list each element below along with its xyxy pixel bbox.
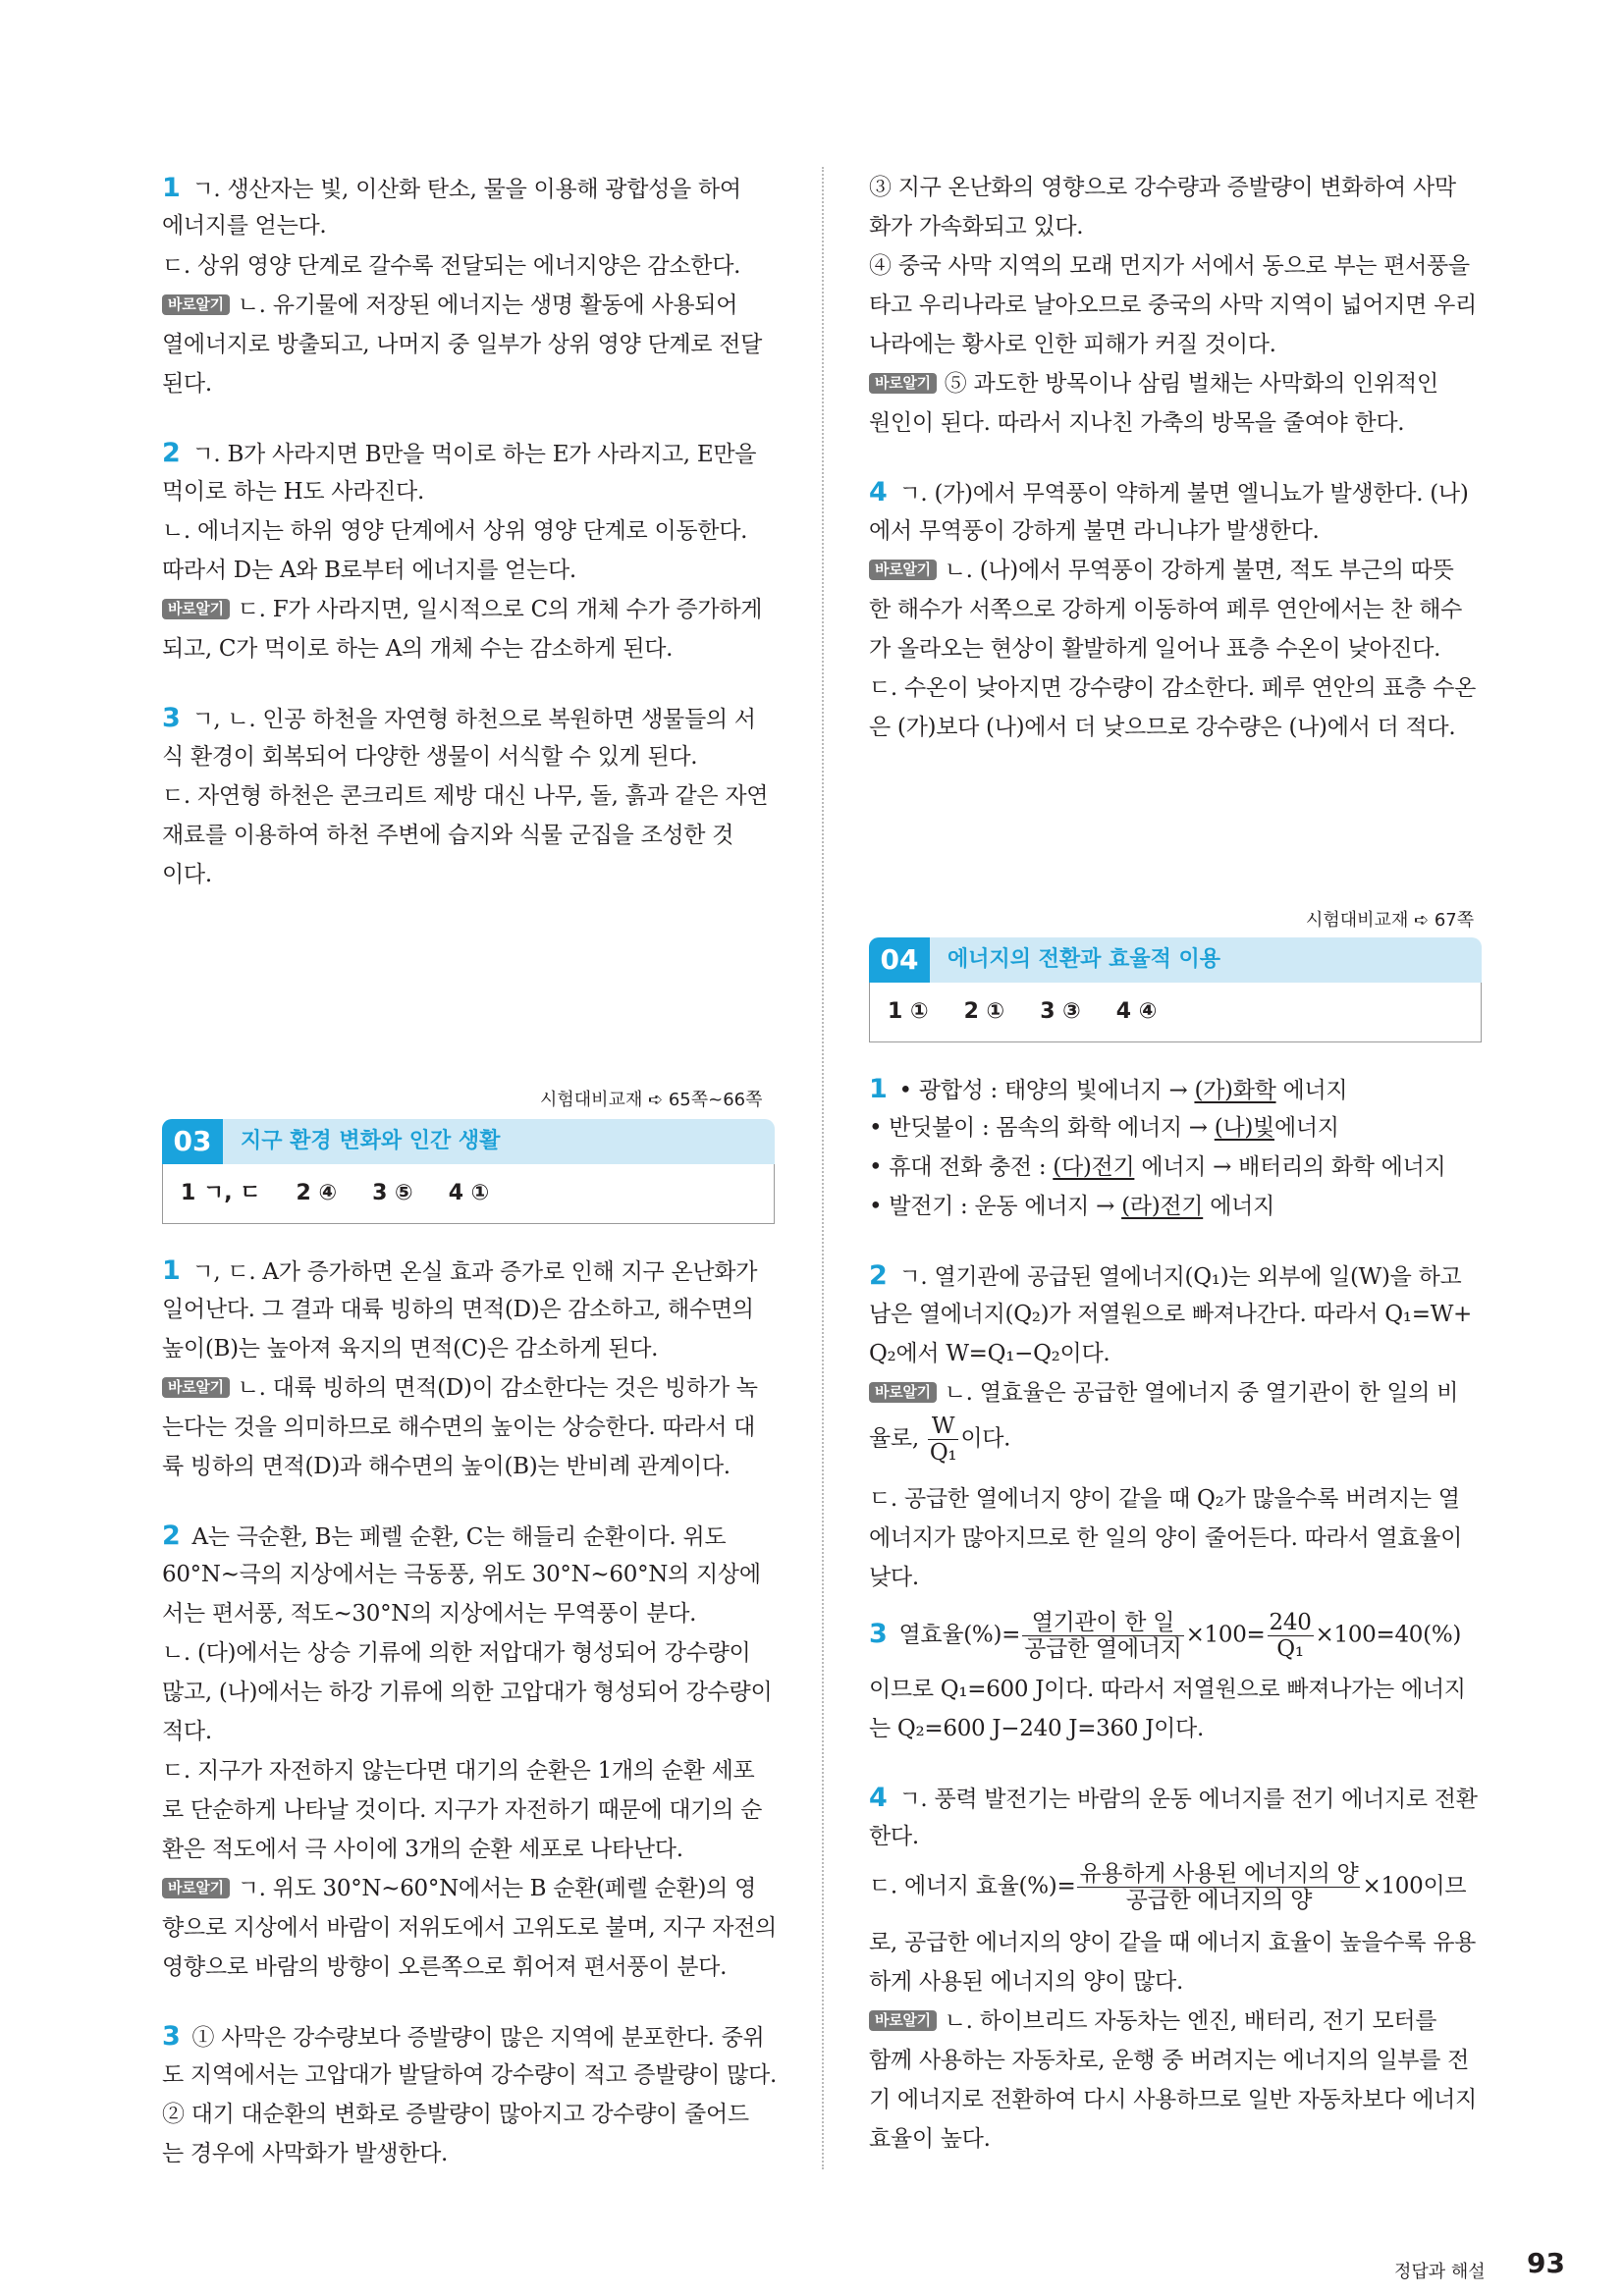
text-line: 는 경우에 사막화가 발생한다. <box>162 2141 449 2166</box>
text-part: 에너지 <box>1273 1115 1339 1141</box>
answer-key: 4 ① <box>448 1181 490 1205</box>
fraction <box>928 1414 958 1466</box>
correction-badge: 바로알기 <box>162 294 230 315</box>
text-line: ㄷ. 상위 영양 단계로 갈수록 전달되는 에너지양은 감소한다. <box>162 253 741 279</box>
text-line: 에너지가 많아지므로 한 일의 양이 줄어든다. 따라서 열효율이 <box>869 1525 1463 1551</box>
correction-badge: 바로알기 <box>869 560 937 580</box>
text-part: • 휴대 전화 충전 : <box>869 1154 1054 1180</box>
text-line: 타고 우리나라로 날아오므로 중국의 사막 지역이 넓어지면 우리 <box>869 293 1477 318</box>
denominator: 공급한 열에너지 <box>1024 1636 1182 1662</box>
text-line: 영향으로 바람의 방향이 오른쪽으로 휘어져 편서풍이 분다. <box>162 1954 728 1980</box>
text-part: • 광합성 : 태양의 빛에너지 → <box>898 1078 1195 1103</box>
denominator: Q₁ <box>1276 1636 1304 1662</box>
text-line: 된다. <box>162 371 212 397</box>
item-number: 2 <box>162 438 181 468</box>
item-number: 3 <box>162 703 181 733</box>
text-line: ㄷ. 지구가 자전하지 않는다면 대기의 순환은 1개의 순환 세포 <box>162 1758 755 1784</box>
text-line: 따라서 D는 A와 B로부터 에너지를 얻는다. <box>162 558 576 583</box>
text-line: ㄴ. 열효율은 공급한 열에너지 중 열기관이 한 일의 비 <box>944 1380 1459 1406</box>
text-part: 율로, <box>869 1425 926 1452</box>
text-line: 는다는 것을 의미하므로 해수면의 높이는 상승한다. 따라서 대 <box>162 1415 756 1440</box>
section-number: 04 <box>869 937 930 983</box>
text-line: ㄱ, ㄷ. A가 증가하면 온실 효과 증가로 인해 지구 온난화가 <box>191 1259 758 1285</box>
reference-page: 시험대비교재 ➪ 65쪽~66쪽 <box>540 1090 763 1110</box>
text-part: 에너지 <box>1203 1194 1274 1219</box>
section-title: 에너지의 전환과 효율적 이용 <box>947 947 1221 972</box>
text-part: 에너지 <box>1275 1078 1348 1103</box>
text-part: ㄷ. 에너지 효율(%)= <box>869 1873 1076 1899</box>
text-line: ⑤ 과도한 방목이나 삼림 벌채는 사막화의 인위적인 <box>944 371 1438 397</box>
numerator: 유용하게 사용된 에너지의 양 <box>1079 1861 1359 1887</box>
numerator: 240 <box>1269 1610 1312 1635</box>
text-line: 도 지역에서는 고압대가 발달하여 강수량이 적고 증발량이 많다. <box>162 2062 777 2088</box>
text-line: 60°N~극의 지상에서는 극동풍, 위도 30°N~60°N의 지상에 <box>162 1562 761 1587</box>
answer-blank: (라)전기 <box>1121 1194 1204 1219</box>
text-line: 낮다. <box>869 1565 919 1590</box>
item-number: 2 <box>162 1521 181 1551</box>
answer-key: 1 ㄱ, ㄷ <box>181 1181 261 1205</box>
answer-blank: (다)전기 <box>1053 1154 1135 1180</box>
section-header-03 <box>162 1119 775 1164</box>
answer-key: 3 ③ <box>1040 999 1081 1024</box>
text-line: ㄱ. 생산자는 빛, 이산화 탄소, 물을 이용해 광합성을 하여 <box>191 177 741 202</box>
numerator: W <box>928 1414 958 1440</box>
text-line: 은 (가)보다 (나)에서 더 낮으므로 강수량은 (나)에서 더 적다. <box>869 715 1456 740</box>
text-line: ㄷ. F가 사라지면, 일시적으로 C의 개체 수가 증가하게 <box>237 597 763 622</box>
text-part: ×100이므 <box>1362 1873 1467 1899</box>
text-line: Q₂에서 W=Q₁−Q₂이다. <box>869 1341 1110 1366</box>
text-line: ③ 지구 온난화의 영향으로 강수량과 증발량이 변화하여 사막 <box>869 175 1456 200</box>
item-number: 2 <box>869 1260 888 1291</box>
page-number: 93 <box>1527 2247 1565 2279</box>
correction-badge: 바로알기 <box>869 1382 937 1403</box>
text-line: 원인이 된다. 따라서 지나친 가축의 방목을 줄여야 한다. <box>869 410 1405 436</box>
correction-badge: 바로알기 <box>869 373 937 394</box>
text-line: ㄴ. 하이브리드 자동차는 엔진, 배터리, 전기 모터를 <box>944 2008 1437 2034</box>
text-line: 높이(B)는 높아져 육지의 면적(C)은 감소하게 된다. <box>162 1336 659 1362</box>
text-line: ① 사막은 강수량보다 증발량이 많은 지역에 분포한다. 중위 <box>191 2025 765 2051</box>
fraction <box>1022 1610 1183 1662</box>
text-part: ×100=40(%) <box>1315 1622 1462 1648</box>
answer-key: 3 ⑤ <box>372 1181 413 1205</box>
section-title: 지구 환경 변화와 인간 생활 <box>241 1129 501 1153</box>
item-number: 3 <box>162 2021 181 2052</box>
text-line: 적다. <box>162 1719 212 1744</box>
answer-blank: (나)빛 <box>1214 1115 1274 1141</box>
text-line: 륙 빙하의 면적(D)과 해수면의 높이(B)는 반비례 관계이다. <box>162 1454 731 1479</box>
text-line: 함께 사용하는 자동차로, 운행 중 버려지는 에너지의 일부를 전 <box>869 2048 1470 2073</box>
text-line: 먹이로 하는 H도 사라진다. <box>162 479 424 505</box>
answer-key-box <box>162 1164 775 1224</box>
text-part: ×100= <box>1185 1622 1266 1648</box>
reference-page: 시험대비교재 ➪ 67쪽 <box>1306 910 1475 931</box>
text-line: ㄷ. 수온이 낮아지면 강수량이 감소한다. 페루 연안의 표층 수온 <box>869 675 1477 701</box>
answer-key-box <box>869 983 1482 1042</box>
text-line: ㄱ. B가 사라지면 B만을 먹이로 하는 E가 사라지고, E만을 <box>191 442 757 467</box>
fraction <box>1077 1861 1360 1913</box>
correction-badge: 바로알기 <box>162 599 230 619</box>
text-line: 열에너지로 방출되고, 나머지 중 일부가 상위 영양 단계로 전달 <box>162 332 763 357</box>
item-number: 3 <box>869 1618 888 1649</box>
text-line: 재료를 이용하여 하천 주변에 습지와 식물 군집을 조성한 것 <box>162 823 734 848</box>
text-line: ㄷ. 공급한 열에너지 양이 같을 때 Q₂가 많을수록 버려지는 열 <box>869 1486 1460 1512</box>
section-header-04 <box>869 937 1482 983</box>
correction-badge: 바로알기 <box>162 1878 230 1898</box>
text-line: 많고, (나)에서는 하강 기류에 의한 고압대가 형성되어 강수량이 <box>162 1680 773 1705</box>
text-line: 한 해수가 서쪽으로 강하게 이동하여 페루 연안에서는 찬 해수 <box>869 597 1463 622</box>
text-line: ㄷ. 자연형 하천은 콘크리트 제방 대신 나무, 돌, 흙과 같은 자연 <box>162 783 769 809</box>
text-line: 서는 편서풍, 적도~30°N의 지상에서는 무역풍이 분다. <box>162 1601 697 1627</box>
denominator: Q₁ <box>929 1440 957 1466</box>
text-line: A는 극순환, B는 페렐 순환, C는 해들리 순환이다. 위도 <box>191 1524 727 1550</box>
answer-key: 2 ① <box>963 999 1005 1024</box>
text-part: • 발전기 : 운동 에너지 → <box>869 1194 1122 1219</box>
text-line: 환은 적도에서 극 사이에 3개의 순환 세포로 나타난다. <box>162 1837 683 1862</box>
text-line: 는 Q₂=600 J−240 J=360 J이다. <box>869 1716 1204 1741</box>
correction-badge: 바로알기 <box>162 1377 230 1398</box>
text-line: 효율이 높다. <box>869 2126 991 2152</box>
text-line: 로, 공급한 에너지의 양이 같을 때 에너지 효율이 높을수록 유용 <box>869 1930 1477 1955</box>
column-divider <box>822 167 824 2169</box>
text-part: 이다. <box>960 1425 1011 1452</box>
text-line: 한다. <box>869 1824 919 1849</box>
text-line: ② 대기 대순환의 변화로 증발량이 많아지고 강수량이 줄어드 <box>162 2102 749 2127</box>
text-line: ㄱ. 위도 30°N~60°N에서는 B 순환(페렐 순환)의 영 <box>237 1876 756 1901</box>
text-line: 가 올라오는 현상이 활발하게 일어나 표층 수온이 낮아진다. <box>869 636 1441 662</box>
text-line: ㄱ. (가)에서 무역풍이 약하게 불면 엘니뇨가 발생한다. (나) <box>898 481 1469 507</box>
text-line: 일어난다. 그 결과 대륙 빙하의 면적(D)은 감소하고, 해수면의 <box>162 1297 754 1322</box>
text-line: ㄱ. 열기관에 공급된 열에너지(Q₁)는 외부에 일(W)을 하고 <box>898 1264 1462 1290</box>
text-line: ㄴ. (나)에서 무역풍이 강하게 불면, 적도 부근의 따뜻 <box>944 558 1454 583</box>
item-number: 1 <box>162 173 181 203</box>
text-line: 화가 가속화되고 있다. <box>869 214 1084 240</box>
text-part: 에너지 → 배터리의 화학 에너지 <box>1134 1154 1446 1180</box>
text-part: • 반딧불이 : 몸속의 화학 에너지 → <box>869 1115 1215 1141</box>
text-line: 에서 무역풍이 강하게 불면 라니냐가 발생한다. <box>869 518 1320 544</box>
fraction <box>1268 1610 1314 1662</box>
answer-key: 4 ④ <box>1115 999 1158 1024</box>
numerator: 열기관이 한 일 <box>1022 1610 1183 1636</box>
text-line: ㄱ. 풍력 발전기는 바람의 운동 에너지를 전기 에너지로 전환 <box>898 1787 1478 1812</box>
correction-badge: 바로알기 <box>869 2010 937 2031</box>
denominator: 공급한 에너지의 양 <box>1125 1888 1313 1913</box>
answer-blank: (가)화학 <box>1194 1078 1276 1103</box>
section-number: 03 <box>162 1119 223 1164</box>
item-number: 4 <box>869 1783 888 1813</box>
answer-key: 1 ① <box>888 999 929 1024</box>
text-line: 나라에는 황사로 인한 피해가 커질 것이다. <box>869 332 1276 357</box>
text-line: 되고, C가 먹이로 하는 A의 개체 수는 감소하게 된다. <box>162 636 674 662</box>
answer-key: 2 ④ <box>296 1181 338 1205</box>
text-line: ㄴ. 유기물에 저장된 에너지는 생명 활동에 사용되어 <box>237 293 738 318</box>
text-line: ㄱ, ㄴ. 인공 하천을 자연형 하천으로 복원하면 생물들의 서 <box>191 707 756 732</box>
text-line: 향으로 지상에서 바람이 저위도에서 고위도로 불며, 지구 자전의 <box>162 1915 777 1941</box>
text-line: 이므로 Q₁=600 J이다. 따라서 저열원으로 빠져나가는 에너지 <box>869 1677 1466 1702</box>
text-line: 하게 사용된 에너지의 양이 많다. <box>869 1969 1183 1995</box>
text-line: 로 단순하게 나타날 것이다. 지구가 자전하기 때문에 대기의 순 <box>162 1797 763 1823</box>
text-line: ㄴ. 대륙 빙하의 면적(D)이 감소한다는 것은 빙하가 녹 <box>237 1375 758 1401</box>
item-number: 4 <box>869 477 888 507</box>
footer-label: 정답과 해설 <box>1394 2262 1486 2282</box>
text-line: 식 환경이 회복되어 다양한 생물이 서식할 수 있게 된다. <box>162 744 698 770</box>
text-line: 남은 열에너지(Q₂)가 저열원으로 빠져나간다. 따라서 Q₁=W+ <box>869 1302 1473 1327</box>
text-line: ㄴ. 에너지는 하위 영양 단계에서 상위 영양 단계로 이동한다. <box>162 518 748 544</box>
item-number: 1 <box>162 1255 181 1286</box>
text-line: 에너지를 얻는다. <box>162 213 327 239</box>
text-line: ㄴ. (다)에서는 상승 기류에 의한 저압대가 형성되어 강수량이 <box>162 1640 751 1666</box>
text-line: 이다. <box>162 862 212 887</box>
text-line: 기 에너지로 전환하여 다시 사용하므로 일반 자동차보다 에너지 <box>869 2087 1477 2112</box>
item-number: 1 <box>869 1074 888 1104</box>
text-line: ④ 중국 사막 지역의 모래 먼지가 서에서 동으로 부는 편서풍을 <box>869 253 1470 279</box>
text-part: 열효율(%)= <box>898 1622 1021 1648</box>
